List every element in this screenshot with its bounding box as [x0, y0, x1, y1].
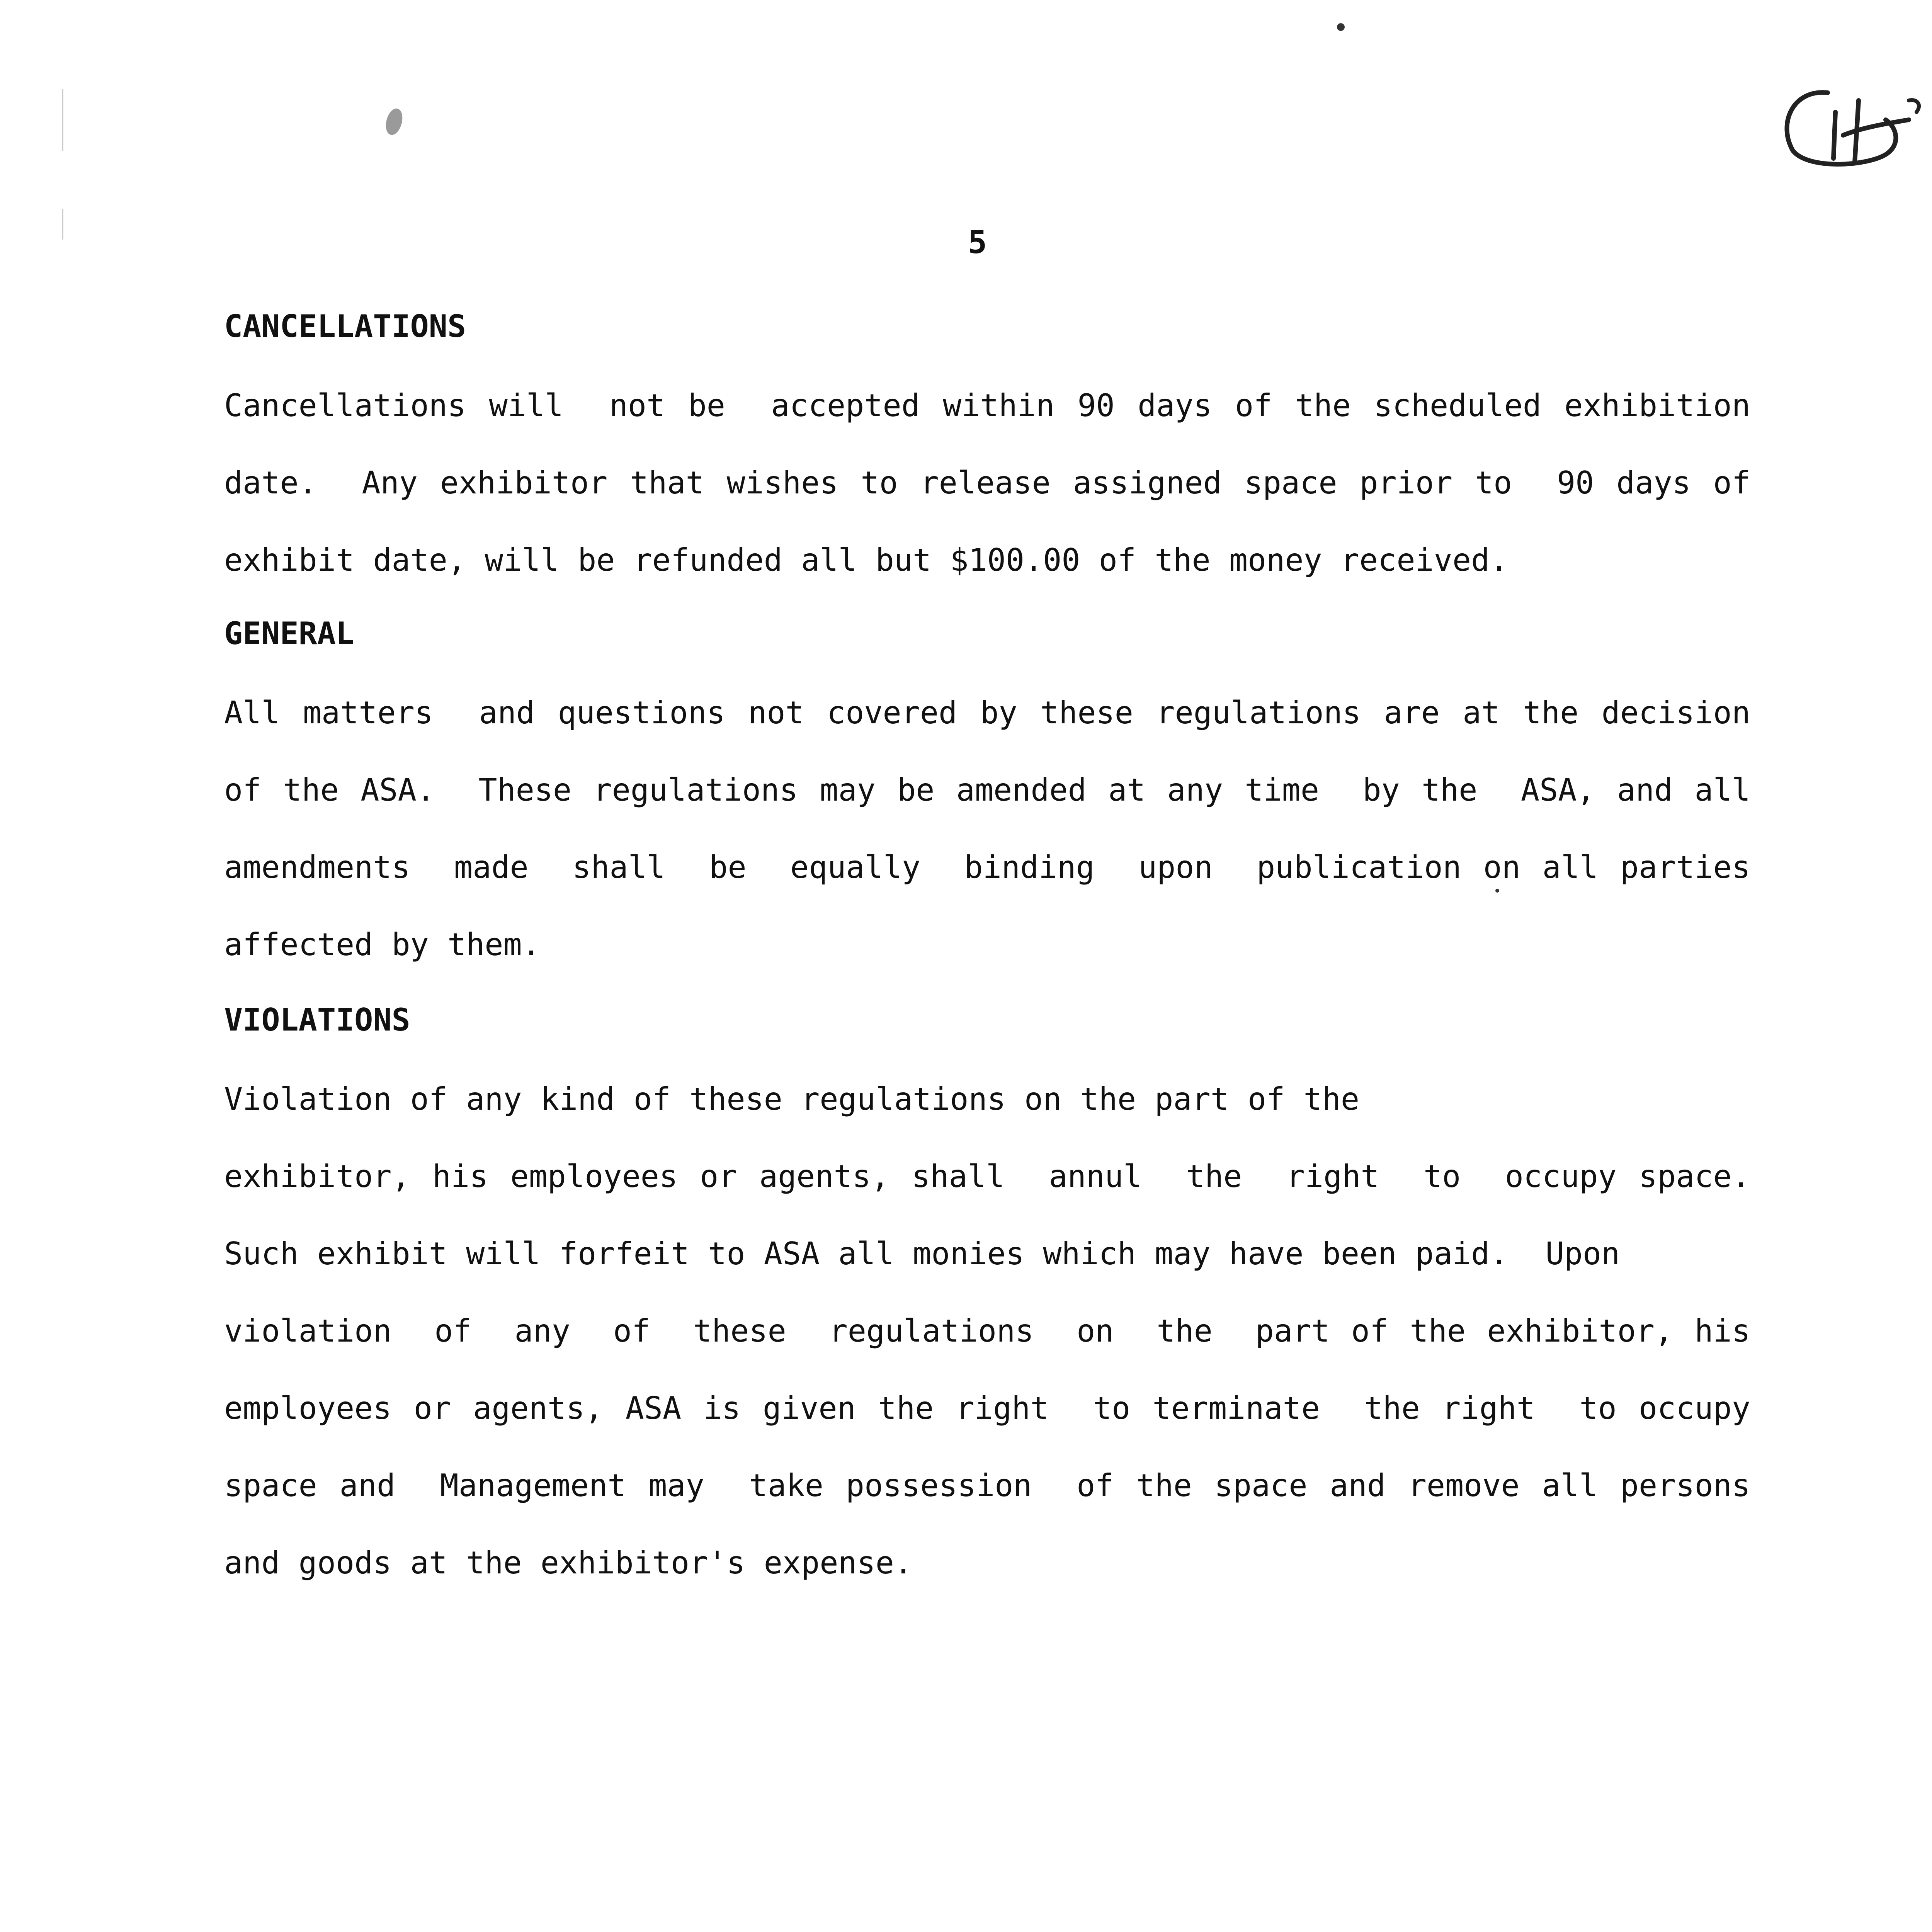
paragraph-line: Cancellations will not be accepted within 90 days of the scheduled exhibition [224, 388, 1750, 423]
paragraph-line: exhibitor, his employees or agents, shall annul the right to occupy space. [224, 1158, 1750, 1194]
section-violations [224, 1002, 1750, 1581]
paragraph-line: of the ASA. These regulations may be amended at any time by the ASA, and all [224, 772, 1750, 808]
paragraph-line: employees or agents, ASA is given the right to terminate the right to occupy [224, 1390, 1750, 1426]
section-general [224, 616, 1750, 963]
paragraph-line: Such exhibit will forfeit to ASA all monies which may have been paid. Upon [224, 1236, 1620, 1272]
paragraph-line: space and Management may take possession of the space and remove all persons [224, 1468, 1750, 1503]
paragraph-line: amendments made shall be equally binding upon publication on all parties [224, 849, 1750, 885]
paragraph-line: violation of any of these regulations on the part of the exhibitor, his [224, 1313, 1750, 1349]
scan-margin-line [62, 89, 63, 151]
page-number: 5 [968, 224, 987, 261]
section-heading: GENERAL [224, 616, 355, 651]
paragraph-line: affected by them. [224, 927, 541, 963]
paragraph-line: date. Any exhibitor that wishes to release assigned space prior to 90 days of [224, 465, 1750, 501]
paragraph-line: Violation of any kind of these regulations on the part of the [224, 1081, 1360, 1117]
section-cancellations [224, 308, 1750, 578]
scan-margin-line [62, 209, 63, 240]
paragraph-line: All matters and questions not covered by these regulations are at the decision [224, 695, 1750, 731]
paragraph-line: exhibit date, will be refunded all but $100.00 of the money received. [224, 542, 1509, 578]
section-heading: CANCELLATIONS [224, 308, 466, 344]
paragraph-line: and goods at the exhibitor's expense. [224, 1545, 913, 1581]
ink-smudge [383, 107, 405, 137]
stray-dot [1337, 23, 1345, 31]
handwritten-page-mark-icon [1770, 77, 1932, 178]
section-heading: VIOLATIONS [224, 1002, 410, 1038]
